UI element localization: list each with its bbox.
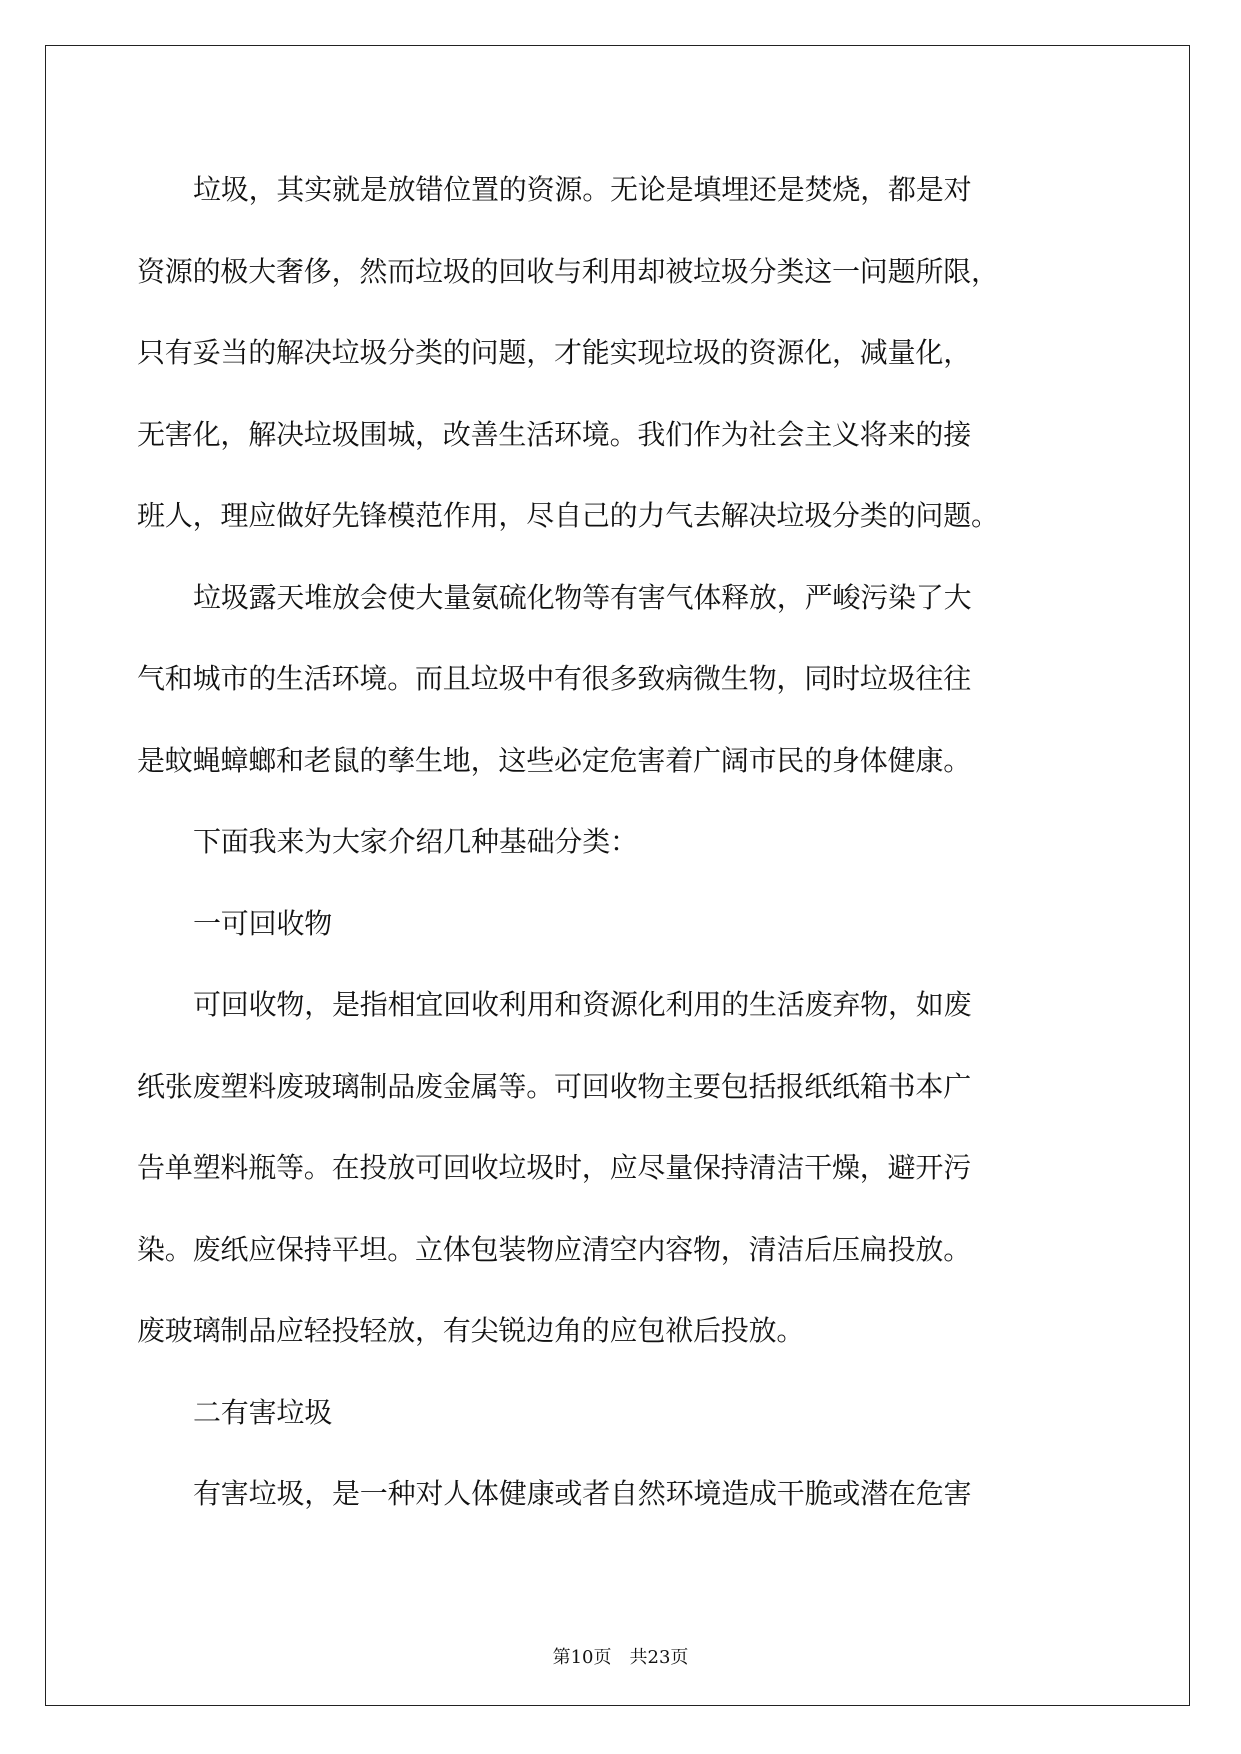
paragraph-1 <box>137 149 1017 557</box>
text-line: 垃圾，其实就是放错位置的资源。无论是填埋还是焚烧，都是对 <box>193 173 972 206</box>
text-line: 班人，理应做好先锋模范作用，尽自己的力气去解决垃圾分类的问题。 <box>137 499 999 532</box>
text-line: 下面我来为大家介绍几种基础分类： <box>193 825 638 858</box>
text-line: 是蚊蝇蟑螂和老鼠的孳生地，这些必定危害着广阔市民的身体健康。 <box>137 743 972 777</box>
text-line: 可回收物，是指相宜回收利用和资源化利用的生活废弃物，如废 <box>193 988 972 1021</box>
page-total: 共23页 <box>629 1647 689 1668</box>
paragraph-5 <box>137 1453 1017 1535</box>
text-line: 垃圾露天堆放会使大量氨硫化物等有害气体释放，严峻污染了大 <box>193 580 972 614</box>
section-heading-hazardous <box>137 1372 1017 1454</box>
paragraph-2 <box>137 557 1017 802</box>
text-line: 气和城市的生活环境。而且垃圾中有很多致病微生物，同时垃圾往往 <box>137 662 972 695</box>
page-footer <box>0 1645 1241 1671</box>
text-line: 染。废纸应保持平坦。立体包装物应清空内容物，清洁后压扁投放。 <box>137 1232 972 1266</box>
document-body <box>137 149 1017 1535</box>
section-heading-recyclable <box>137 883 1017 965</box>
text-line: 资源的极大奢侈，然而垃圾的回收与利用却被垃圾分类这一问题所限， <box>137 254 999 288</box>
paragraph-4 <box>137 964 1017 1372</box>
page-number: 第10页 <box>552 1647 612 1668</box>
paragraph-3 <box>137 801 1017 883</box>
text-line: 有害垃圾，是一种对人体健康或者自然环境造成干脆或潜在危害 <box>193 1477 972 1510</box>
text-line: 无害化，解决垃圾围城，改善生活环境。我们作为社会主义将来的接 <box>137 417 972 451</box>
text-line: 告单塑料瓶等。在投放可回收垃圾时，应尽量保持清洁干燥，避开污 <box>137 1151 972 1184</box>
text-line: 纸张废塑料废玻璃制品废金属等。可回收物主要包括报纸纸箱书本广 <box>137 1069 972 1103</box>
text-line: 一可回收物 <box>193 906 333 940</box>
text-line: 只有妥当的解决垃圾分类的问题，才能实现垃圾的资源化，减量化， <box>137 336 972 369</box>
text-line: 二有害垃圾 <box>193 1395 333 1429</box>
text-line: 废玻璃制品应轻投轻放，有尖锐边角的应包袱后投放。 <box>137 1314 805 1347</box>
